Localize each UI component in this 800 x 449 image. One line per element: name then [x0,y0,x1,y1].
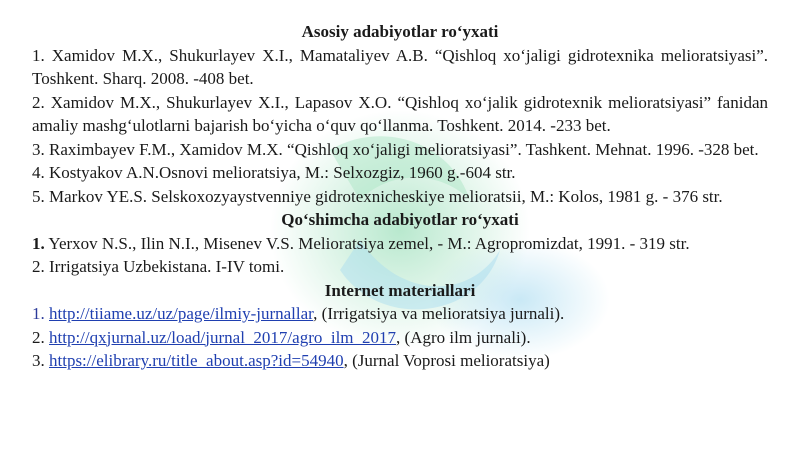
item-text: Yerxov N.S., Ilin N.I., Misenev V.S. Melioratsiya zemel, - M.: Agropromizdat, 1991. - 319 str. [44,233,690,253]
additional-literature-item [32,255,768,279]
item-text: 2. Irrigatsiya Uzbekistana. I-IV tomi. [32,257,285,276]
internet-material-item [32,302,768,326]
internet-material-item [32,326,768,350]
main-literature-item: 4. Kostyakov A.N.Osnovi melioratsiya, M.: Selxozgiz, 1960 g.-604 str. [32,163,516,182]
link-description: , (Irrigatsiya va melioratsiya jurnali). [313,304,565,323]
elibrary-link[interactable]: https://elibrary.ru/title_about.asp?id=54940 [49,351,344,370]
additional-literature-item [32,232,768,256]
main-literature-item: 2. Xamidov M.X., Shukurlayev X.I., Lapasov X.O. “Qishloq xo‘jalik gidrotexnik melioratsiyasi” fanidan amaliy mashg‘ulotlarni bajarish bo‘yicha o‘quv qo‘llanma. Toshkent. 2014. -233 bet. [32,92,768,135]
qxjurnal-link[interactable]: http://qxjurnal.uz/load/jurnal_2017/agro_ilm_2017 [49,327,397,347]
tiiame-journal-link[interactable]: http://tiiame.uz/uz/page/ilmiy-jurnallar [49,304,314,323]
item-number: 2. [32,327,45,347]
link-description: , (Agro ilm jurnali). [396,327,531,347]
main-literature-item: 3. Raximbayev F.M., Xamidov M.X. “Qishloq xo‘jaligi melioratsiyasi”. Tashkent. Mehnat. 1996. -328 bet. [32,139,759,159]
main-literature-heading: Asosiy adabiyotlar ro‘yxati [301,22,499,41]
link-description: , (Jurnal Voprosi melioratsiya) [343,351,550,370]
item-number: 1. [32,304,45,323]
internet-material-item [32,349,768,373]
main-literature-item: 1. Xamidov M.X., Shukurlayev X.I., Mamataliyev A.B. “Qishloq xo‘jaligi gidrotexnika melioratsiyasi”. Toshkent. Sharq. 2008. -408 bet. [32,45,768,88]
internet-materials-heading: Internet materiallari [324,280,476,300]
references-slide [32,20,768,373]
additional-literature-heading: Qo‘shimcha adabiyotlar ro‘yxati [281,210,519,229]
main-literature-item: 5. Markov YE.S. Selskoxozyaystvenniye gidrotexnicheskiye melioratsii, M.: Kolos, 1981 g. - 376 str. [32,186,723,206]
item-number: 1. [32,233,45,253]
item-number: 3. [32,351,45,370]
